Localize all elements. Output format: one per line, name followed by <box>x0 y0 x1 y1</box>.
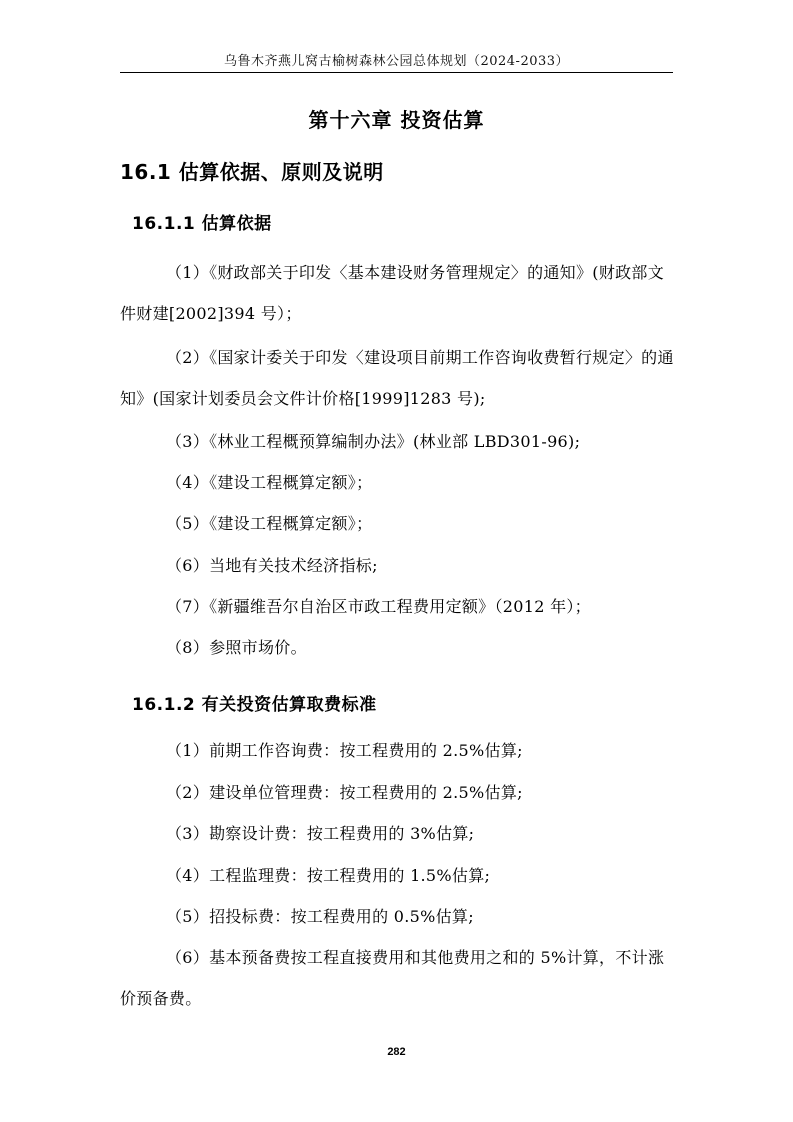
chapter-title: 第十六章 投资估算 <box>308 108 485 132</box>
basis-item-5: （5）《建设工程概算定额》； <box>166 514 373 533</box>
subsection-heading-fee-standards: 16.1.2 有关投资估算取费标准 <box>132 695 377 715</box>
section-heading: 16.1 估算依据、原则及说明 <box>120 160 384 184</box>
basis-item-6: （6）当地有关技术经济指标; <box>166 556 378 575</box>
fee-item-5: （5）招投标费：按工程费用的 0.5%估算; <box>166 907 474 926</box>
running-header: 乌鲁木齐燕儿窝古榆树森林公园总体规划（2024-2033） <box>223 54 570 69</box>
basis-item-8: （8）参照市场价。 <box>166 638 307 657</box>
fee-item-4: （4）工程监理费：按工程费用的 1.5%估算; <box>166 866 491 885</box>
basis-item-4: （4）《建设工程概算定额》； <box>166 473 373 492</box>
fee-item-6: （6）基本预备费按工程直接费用和其他费用之和的 5%计算，不计涨价预备费。 <box>120 948 665 1008</box>
fee-item-3: （3）勘察设计费：按工程费用的 3%估算; <box>166 824 475 843</box>
basis-item-3: （3）《林业工程概预算编制办法》(林业部 LBD301-96); <box>166 432 581 451</box>
page-number: 282 <box>387 1046 406 1058</box>
fee-item-1: （1）前期工作咨询费：按工程费用的 2.5%估算; <box>166 741 523 760</box>
basis-item-7: （7）《新疆维吾尔自治区市政工程费用定额》（2012 年）； <box>166 597 591 616</box>
fee-item-2: （2）建设单位管理费：按工程费用的 2.5%估算; <box>166 783 523 802</box>
basis-item-1: （1）《财政部关于印发〈基本建设财务管理规定〉的通知》(财政部文件财建[2002]394 号）； <box>120 263 665 323</box>
basis-item-2: （2）《国家计委关于印发〈建设项目前期工作咨询收费暂行规定〉的通知》(国家计划委员会文件计价格[1999]1283 号); <box>120 348 674 408</box>
subsection-heading-estimation-basis: 16.1.1 估算依据 <box>132 214 272 234</box>
header-rule <box>120 72 673 73</box>
